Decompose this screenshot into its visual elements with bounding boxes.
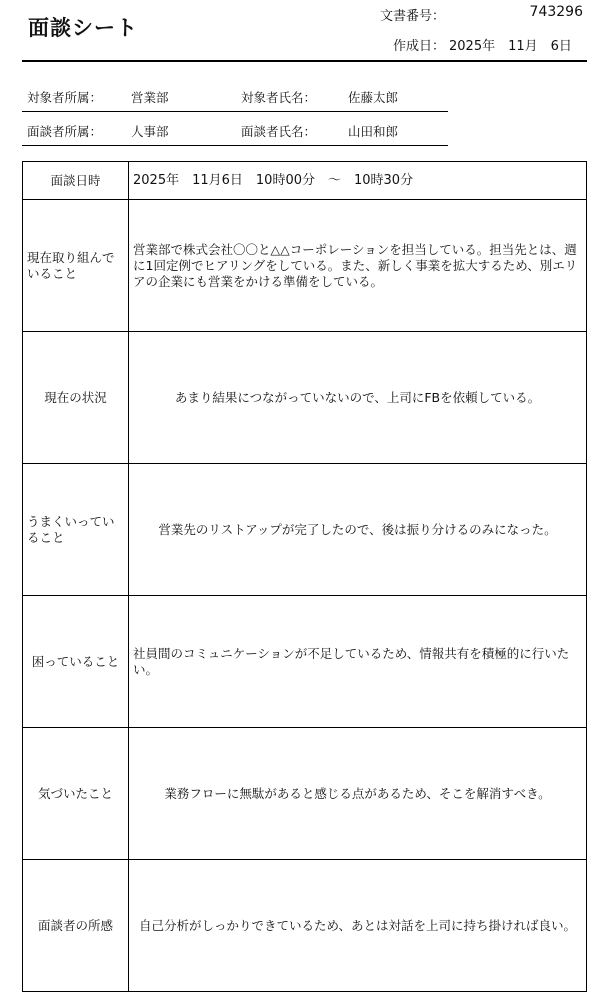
target-dept: 営業部 bbox=[131, 90, 169, 105]
interview-table bbox=[22, 161, 587, 992]
row-label: うまくいっていること bbox=[27, 513, 115, 545]
info-divider-1 bbox=[22, 111, 448, 112]
row-label: 現在取り組んでいること bbox=[27, 249, 115, 281]
row-label-cell bbox=[23, 200, 129, 332]
row-label-cell bbox=[23, 596, 129, 728]
row-label-cell bbox=[23, 728, 129, 860]
row-value: 営業先のリストアップが完了したので、後は振り分けるのみになった。 bbox=[158, 521, 557, 537]
table-row-status bbox=[23, 332, 587, 464]
table-row-date bbox=[23, 162, 587, 200]
row-value: 社員間のコミュニケーションが不足しているため、情報共有を積極的に行いたい。 bbox=[133, 645, 570, 677]
target-name-label: 対象者氏名： bbox=[241, 90, 317, 105]
row-value: 自己分析がしっかりできているため、あとは対話を上司に持ち掛ければ良い。 bbox=[138, 917, 576, 933]
row-label: 面談者の所感 bbox=[37, 917, 113, 933]
target-dept-label: 対象者所属： bbox=[27, 90, 103, 105]
row-label-cell bbox=[23, 464, 129, 596]
date-label: 面談日時 bbox=[50, 172, 101, 188]
table-row-interviewer-impression bbox=[23, 860, 587, 992]
row-value-cell bbox=[129, 200, 587, 332]
interviewer-name-label: 面談者氏名： bbox=[241, 124, 317, 139]
row-value-cell bbox=[129, 596, 587, 728]
row-value-cell bbox=[129, 332, 587, 464]
row-value: あまり結果につながっていないので、上司にFBを依頼している。 bbox=[174, 389, 541, 405]
row-label: 気づいたこと bbox=[37, 785, 113, 801]
created-date: 2025年 11月 6日 bbox=[449, 39, 572, 54]
header-divider bbox=[22, 60, 587, 62]
row-value: 業務フローに無駄があると感じる点があるため、そこを解消すべき。 bbox=[164, 785, 551, 801]
row-label-cell bbox=[23, 860, 129, 992]
table-row-notices bbox=[23, 728, 587, 860]
row-value-cell bbox=[129, 464, 587, 596]
row-label: 困っていること bbox=[31, 653, 120, 669]
interviewer-name: 山田和郎 bbox=[348, 124, 399, 139]
table-row-problems bbox=[23, 596, 587, 728]
date-value-cell bbox=[129, 162, 587, 200]
doc-number: 743296 bbox=[529, 4, 583, 20]
row-value-cell bbox=[129, 860, 587, 992]
table-row-going-well bbox=[23, 464, 587, 596]
page-title: 面談シート bbox=[28, 16, 138, 40]
date-label-cell bbox=[23, 162, 129, 200]
row-value-cell bbox=[129, 728, 587, 860]
row-label: 現在の状況 bbox=[44, 389, 107, 405]
date-value: 2025年 11月6日 10時00分 ～ 10時30分 bbox=[133, 172, 414, 188]
doc-number-label: 文書番号： bbox=[380, 9, 446, 24]
interviewer-dept-label: 面談者所属： bbox=[27, 124, 103, 139]
created-date-label: 作成日： bbox=[393, 39, 446, 54]
target-name: 佐藤太郎 bbox=[348, 90, 399, 105]
row-label-cell bbox=[23, 332, 129, 464]
row-value: 営業部で株式会社〇〇と△△コーポレーションを担当している。担当先とは、週に1回定例でヒアリングをしている。また、新しく事業を拡大するため、別エリアの企業にも営業をかける準備をしている。 bbox=[133, 241, 578, 289]
interviewer-dept: 人事部 bbox=[131, 124, 169, 139]
info-divider-2 bbox=[22, 145, 448, 146]
table-row-current-work bbox=[23, 200, 587, 332]
